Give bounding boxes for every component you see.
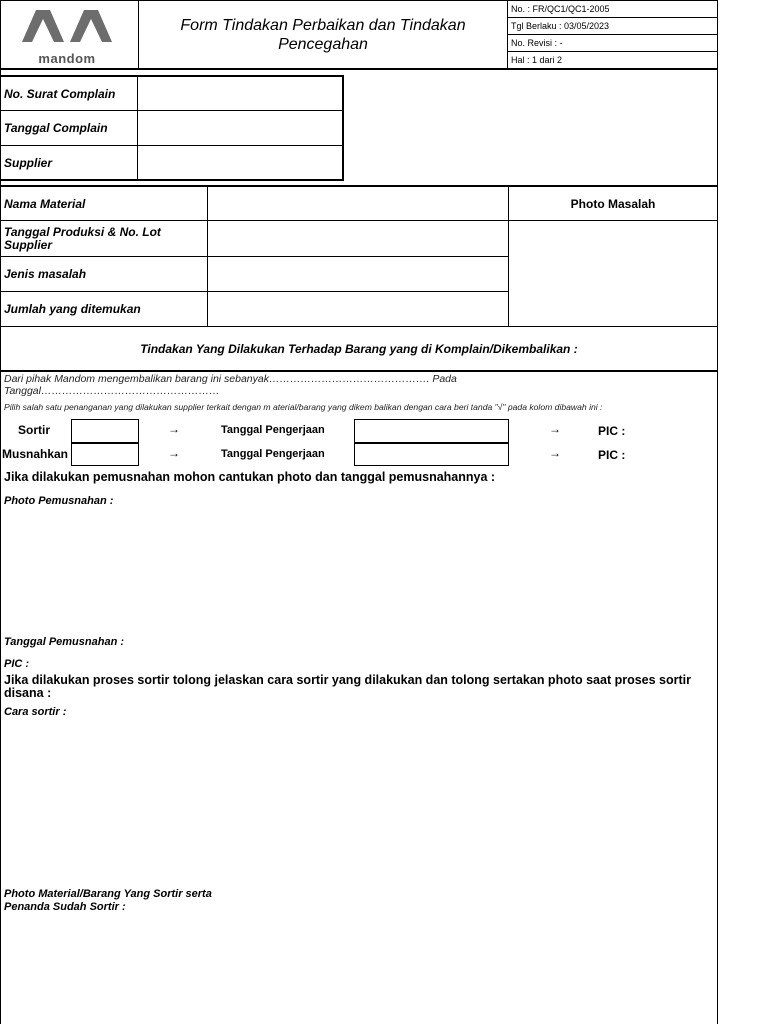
choose-instruction-text: Pilih salah satu penanganan yang dilakukan supplier terkait dengan m aterial/barang yang dikem balikan dengan cara beri tanda "√" pada kolom dibawah ini : [4, 402, 603, 412]
pic-label: PIC : [598, 424, 626, 438]
sortir-tanggal-field[interactable] [354, 419, 509, 443]
photo-pemusnahan-area[interactable] [2, 510, 716, 630]
tanggal-pemusnahan-label: Tanggal Pemusnahan : [4, 636, 125, 648]
effective-date: Tgl Berlaku : 03/05/2023 [511, 21, 610, 31]
musnahkan-tanggal-field[interactable] [354, 443, 509, 466]
arrow-icon: → [168, 446, 180, 460]
jenis-masalah-label: Jenis masalah [4, 267, 87, 281]
page-number: Hal : 1 dari 2 [511, 55, 563, 65]
sortir-label: Sortir [18, 423, 51, 437]
nama-material-label: Nama Material [4, 196, 86, 211]
tanggal-pengerjaan-label: Tanggal Pengerjaan [221, 448, 325, 460]
photo-sortir-label: Photo Material/Barang Yang Sortir serta Penanda Sudah Sortir : [4, 888, 212, 913]
photo-sortir-area[interactable] [2, 920, 716, 1020]
pic-pemusnahan-label: PIC : [4, 658, 30, 670]
cara-sortir-area[interactable] [2, 722, 716, 882]
tanggal-pengerjaan-label: Tanggal Pengerjaan [221, 424, 325, 436]
arrow-icon: → [549, 422, 561, 436]
nama-material-field[interactable] [208, 187, 508, 220]
logo-text: mandom [38, 51, 96, 66]
no-surat-complain-label: No. Surat Complain [4, 86, 116, 101]
supplier-field[interactable] [138, 146, 342, 179]
action-heading: Tindakan Yang Dilakukan Terhadap Barang yang di Komplain/Dikembalikan : [140, 342, 578, 356]
tanggal-produksi-label: Tanggal Produksi & No. Lot Supplier [4, 224, 161, 252]
doc-number: No. : FR/QC1/QC1-2005 [511, 4, 610, 14]
return-quantity-text: Dari pihak Mandom mengembalikan barang ini sebanyak………………………………………. Pada Tanggal…………………………………………… [4, 373, 457, 397]
jenis-masalah-field[interactable] [208, 257, 508, 291]
arrow-icon: → [549, 446, 561, 460]
supplier-label: Supplier [4, 155, 53, 170]
tanggal-complain-label: Tanggal Complain [4, 121, 108, 135]
musnahkan-checkbox[interactable] [71, 443, 139, 466]
musnahkan-label: Musnahkan [2, 447, 69, 461]
no-surat-complain-field[interactable] [138, 77, 342, 110]
photo-masalah-label: Photo Masalah [570, 196, 656, 211]
tanggal-produksi-field[interactable] [208, 221, 508, 256]
jumlah-ditemukan-label: Jumlah yang ditemukan [4, 302, 141, 316]
logo-mark-icon [18, 6, 116, 44]
pic-label: PIC : [598, 448, 626, 462]
photo-masalah-area[interactable] [509, 221, 717, 326]
tanggal-complain-field[interactable] [138, 111, 342, 145]
sortir-checkbox[interactable] [71, 419, 139, 443]
photo-pemusnahan-label: Photo Pemusnahan : [4, 495, 114, 507]
form-title: Form Tindakan Perbaikan dan Tindakan Pencegahan [180, 16, 466, 53]
arrow-icon: → [168, 422, 180, 436]
revision-number: No. Revisi : - [511, 38, 563, 48]
mandom-logo [18, 6, 116, 64]
sorting-instruction: Jika dilakukan proses sortir tolong jelaskan cara sortir yang dilakukan dan tolong sertakan photo saat proses sortir disana : [4, 673, 692, 700]
destruction-instruction: Jika dilakukan pemusnahan mohon cantukan photo dan tanggal pemusnahannya : [4, 470, 496, 484]
jumlah-ditemukan-field[interactable] [208, 292, 508, 326]
cara-sortir-label: Cara sortir : [4, 706, 67, 718]
